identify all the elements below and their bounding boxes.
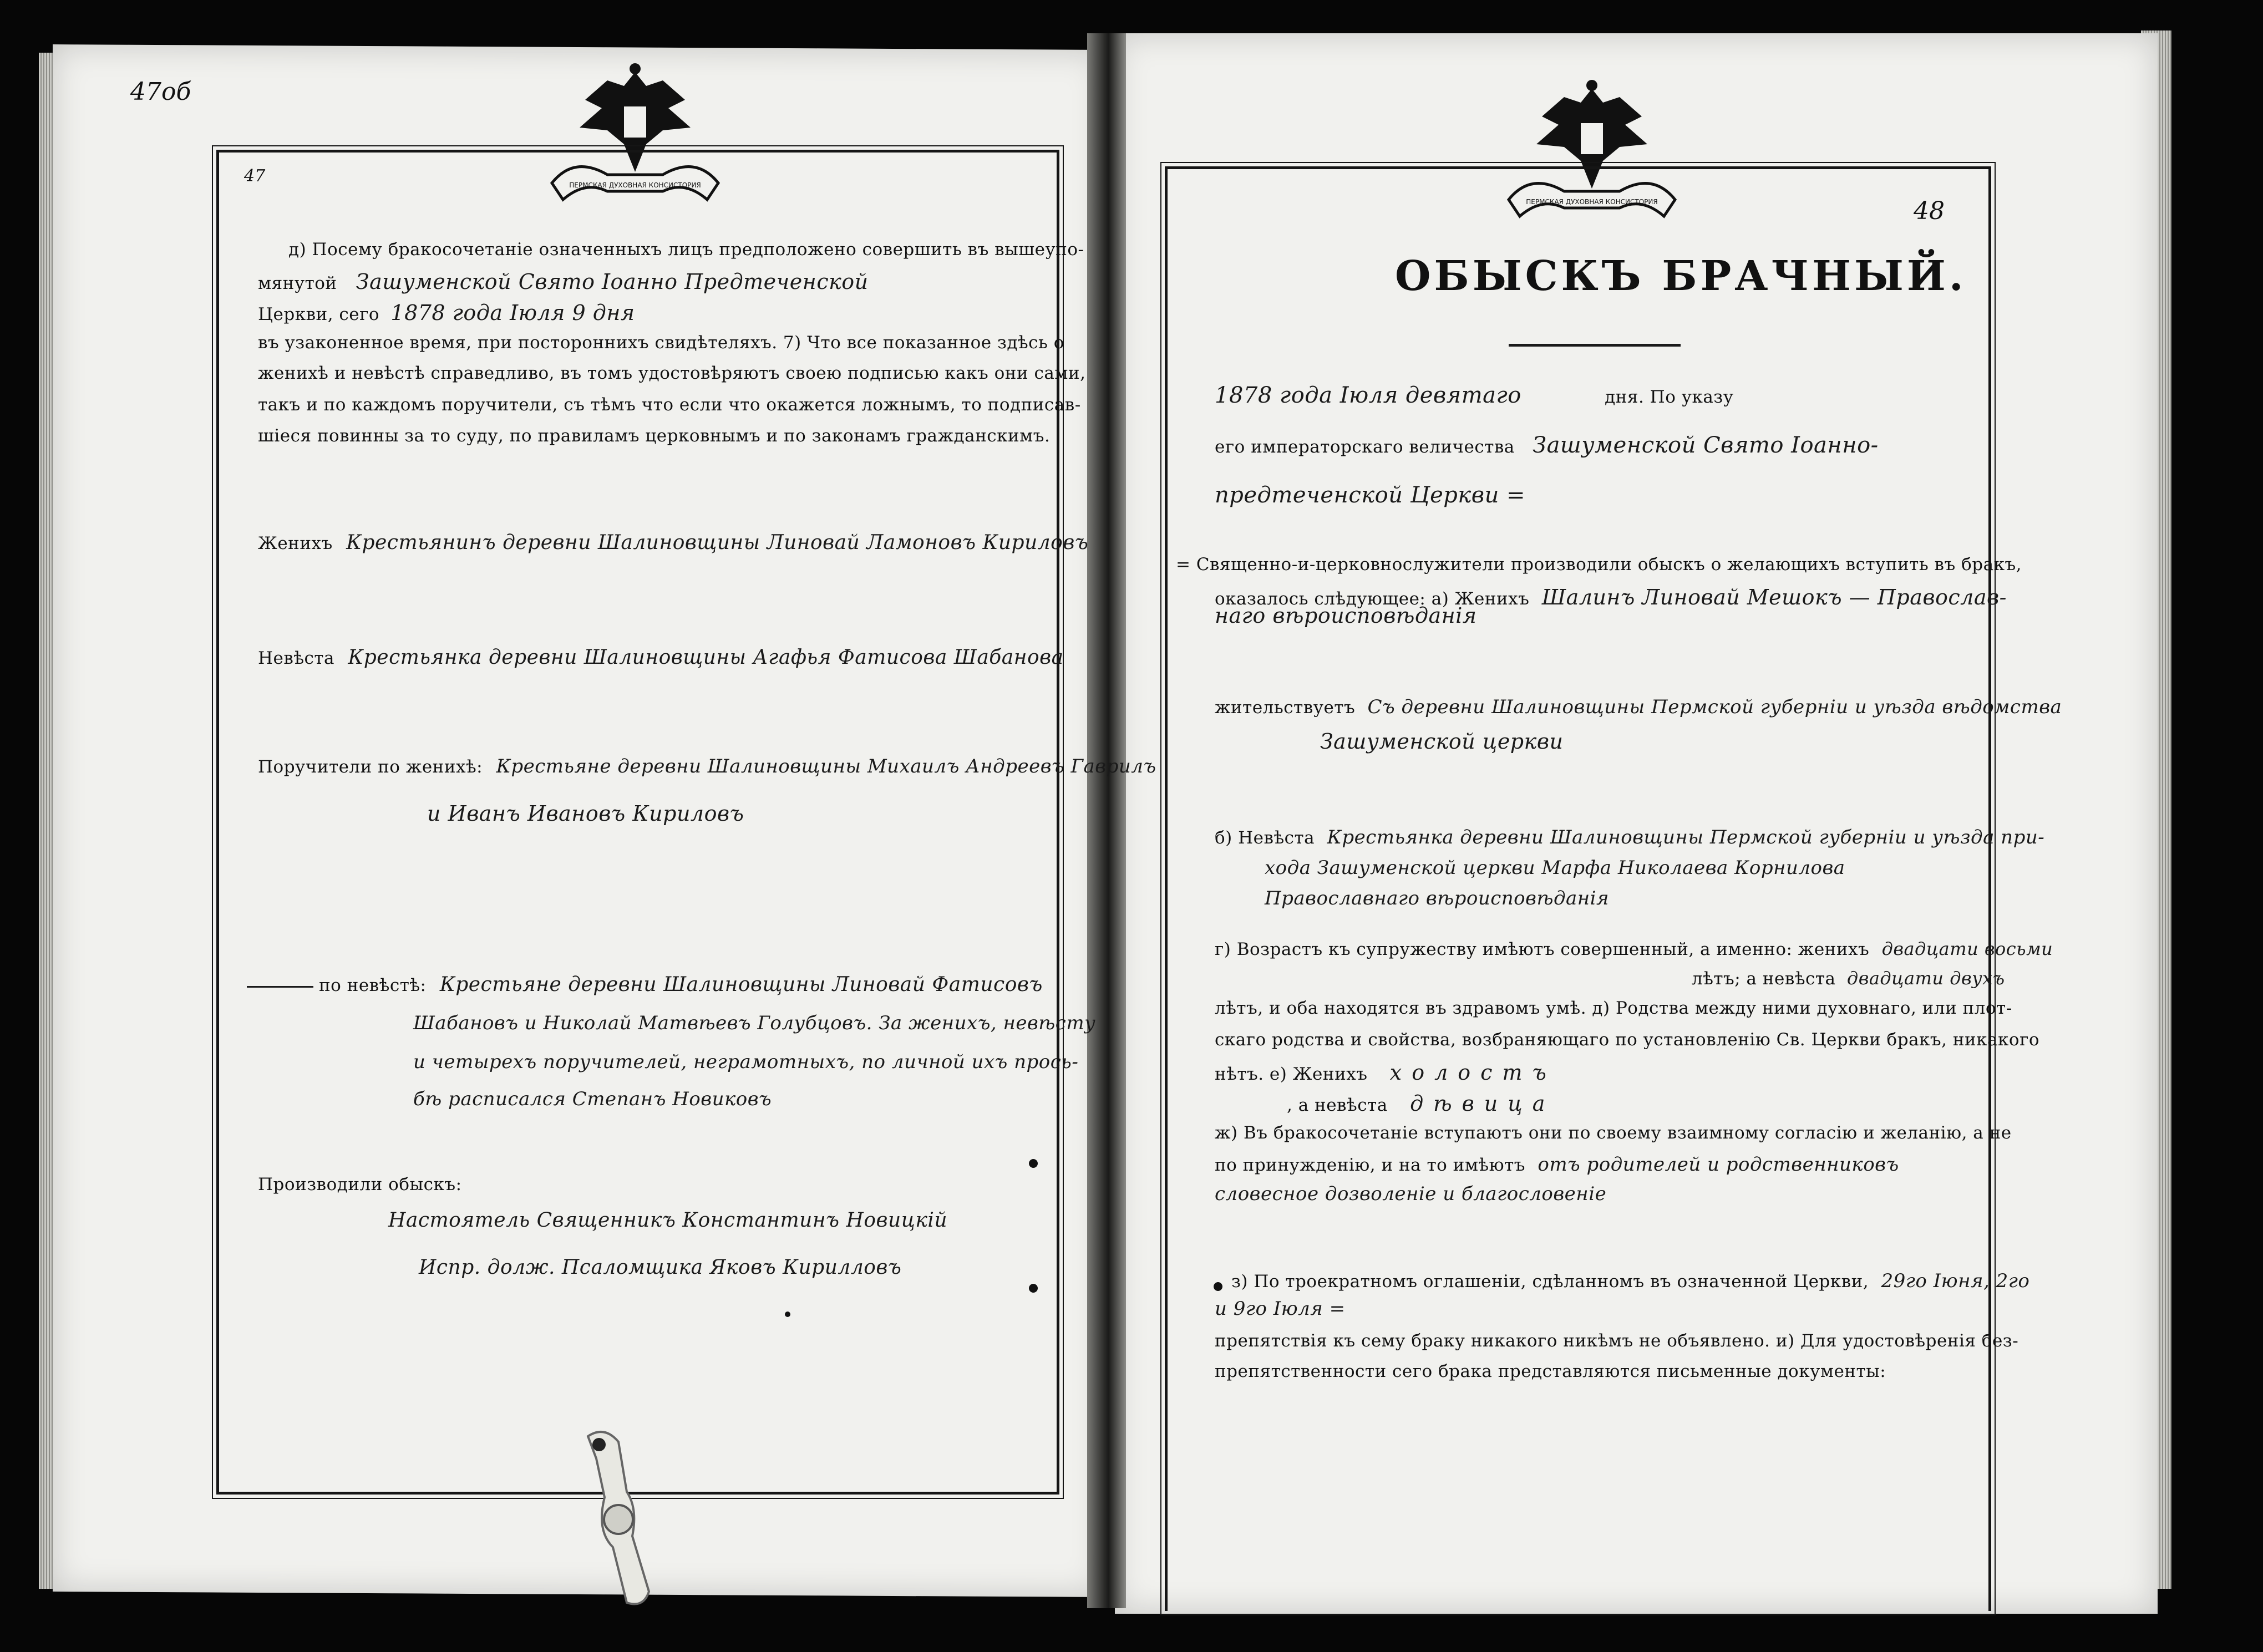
search-officiant-2: Испр. долж. Псаломщика Яковъ Кирилловъ <box>419 1256 902 1279</box>
bride-age-label: лѣтъ; а невѣста <box>1692 969 1836 989</box>
ink-dot <box>1029 1284 1038 1293</box>
bride-status-hand: дѣвица <box>1410 1091 1555 1116</box>
residence-hand: Съ деревни Шалиновщины Пермской губерніи и уѣзда вѣдомства <box>1367 696 2062 718</box>
groom-guarantors-value-2: и Иванъ Ивановъ Кириловъ <box>427 801 744 826</box>
right-line-18: ж) Въ бракосочетаніе вступаютъ они по своему взаимному согласію и желанію, а не <box>1215 1123 2012 1143</box>
bride-value: Крестьянка деревни Шалиновщины Агафья Фатисова Шабанова <box>348 646 1064 669</box>
search-label: Производили обыскъ: <box>258 1175 462 1194</box>
bride-guarantors-value-1: Крестьяне деревни Шалиновщины Линовай Фатисовъ <box>439 973 1043 996</box>
consent-label: по принужденію, и на то имѣютъ <box>1215 1155 1525 1175</box>
groom-guarantors-label: Поручители по женихѣ: <box>258 757 483 777</box>
church-name-hand: Зашуменской Свято Іоанно Предтеченской <box>356 270 869 294</box>
bride-row <box>258 646 1064 669</box>
right-line-9 <box>1215 826 2044 848</box>
right-line-14: лѣтъ, и оба находятся въ здравомъ умѣ. д) Родства между ними духовнаго, или плот- <box>1215 998 2012 1018</box>
groom-label: Женихъ <box>258 533 333 553</box>
age-label: г) Возрастъ къ супружеству имѣютъ совершенный, а именно: женихъ <box>1215 939 1870 959</box>
bride-guarantors-row <box>319 973 1043 996</box>
marriage-date-hand: 1878 года Іюля 9 дня <box>390 301 635 325</box>
groom-name-right-hand: Шалинъ Линовай Мешокъ — Православ- <box>1541 585 2007 609</box>
right-line-12 <box>1215 938 2053 959</box>
groom-age-hand: двадцати восьми <box>1881 938 2053 959</box>
search-date-hand: 1878 года Іюля девятаго <box>1215 383 1521 408</box>
book-clasp <box>566 1425 666 1614</box>
left-line-2 <box>258 270 869 294</box>
groom-guarantors-value-1: Крестьяне деревни Шалиновщины Михаилъ Андреевъ Гаврилъ <box>496 755 1156 777</box>
bride-guarantors-label: по невѣстѣ: <box>319 975 427 995</box>
document-title: ОБЫСКЪ БРАЧНЫЙ. <box>1395 252 1967 300</box>
ink-dot <box>785 1312 790 1317</box>
right-line-2-print: его императорскаго величества <box>1215 437 1515 457</box>
right-line-1 <box>1215 383 1733 408</box>
right-line-6: наго вѣроисповѣданія <box>1215 603 1477 628</box>
groom-status-label: нѣтъ. е) Женихъ <box>1215 1064 1368 1084</box>
right-line-8: Зашуменской церкви <box>1320 729 1564 754</box>
emblem-ribbon-text-right: ПЕРМСКАЯ ДУХОВНАЯ КОНСИСТОРИЯ <box>1526 198 1658 206</box>
emblem-ribbon-text-left: ПЕРМСКАЯ ДУХОВНАЯ КОНСИСТОРИЯ <box>569 181 701 189</box>
bride-info-hand-3: Православнаго вѣроисповѣданія <box>1265 887 1610 909</box>
right-line-2 <box>1215 433 1879 458</box>
right-line-15: скаго родства и свойства, возбраняющаго по установленію Св. Церкви бракъ, никакого <box>1215 1030 2039 1050</box>
right-line-17 <box>1287 1091 1555 1116</box>
ink-dot <box>1029 1159 1038 1168</box>
banns-label: з) По троекратномъ оглашеніи, сдѣланномъ въ означенной Церкви, <box>1231 1272 1869 1292</box>
bride-age-hand: двадцати двухъ <box>1846 968 2005 989</box>
left-line-3-print: Церкви, сего <box>258 304 380 324</box>
bride-guarantors-value-2: Шабановъ и Николай Матвѣевъ Голубцовъ. За женихъ, невѣсту <box>413 1012 1096 1034</box>
right-line-20: словесное дозволеніе и благословеніе <box>1215 1183 1607 1205</box>
consent-hand: отъ родителей и родственниковъ <box>1538 1153 1899 1176</box>
right-line-19 <box>1215 1153 1899 1176</box>
bride-status-label: , а невѣста <box>1287 1095 1388 1115</box>
right-line-7 <box>1215 696 2062 718</box>
search-officiant-1: Настоятель Священникъ Константинъ Новицкій <box>388 1209 948 1232</box>
book-gutter <box>1087 33 1126 1608</box>
right-line-4: = Священно-и-церковнослужители производили обыскъ о желающихъ вступить въ бракъ, <box>1176 555 2022 575</box>
right-line-1-print: дня. По указу <box>1605 387 1734 407</box>
left-line-1: д) Посему бракосочетаніе означенныхъ лицъ предположено совершить въ вышеупо- <box>288 240 1084 260</box>
left-page-number: 47об <box>130 78 191 106</box>
right-line-3: предтеченской Церкви = <box>1215 482 1526 508</box>
left-line-4: въ узаконенное время, при постороннихъ свидѣтеляхъ. 7) Что все показанное здѣсь о <box>258 333 1064 353</box>
groom-status-hand: холостъ <box>1389 1060 1556 1085</box>
groom-guarantors-row <box>258 755 1156 777</box>
groom-row <box>258 531 1088 554</box>
right-line-23: препятствія къ сему браку никакого никѣмъ не объявлено. и) Для удостовѣренія без- <box>1215 1331 2019 1351</box>
right-page-number: 48 <box>1914 197 1945 225</box>
bride-info-hand-1: Крестьянка деревни Шалиновщины Пермской губерніи и уѣзда при- <box>1327 826 2045 848</box>
left-line-5: женихѣ и невѣстѣ справедливо, въ томъ удостовѣряютъ своею подписью какъ они сами, <box>258 363 1086 383</box>
bride-label: Невѣста <box>258 648 335 668</box>
right-line-24: препятственности сего брака представляются письменные документы: <box>1215 1361 1886 1381</box>
ink-dot <box>1214 1282 1222 1291</box>
right-line-21 <box>1231 1270 2029 1292</box>
left-line-2-print: мянутой <box>258 273 337 293</box>
left-line-3 <box>258 301 635 325</box>
right-line-16 <box>1215 1060 1556 1085</box>
left-page-small-mark: 47 <box>244 166 266 186</box>
right-line-22: и 9го Іюля = <box>1215 1298 1346 1320</box>
groom-value: Крестьянинъ деревни Шалиновщины Линовай Ламоновъ Кириловъ <box>346 531 1089 554</box>
bride-info-hand-2: хода Зашуменской церкви Марфа Николаева Корнилова <box>1265 857 1845 879</box>
church-name-right-hand: Зашуменской Свято Іоанно- <box>1533 433 1879 458</box>
left-line-7: шіеся повинны за то суду, по правиламъ церковнымъ и по законамъ гражданскимъ. <box>258 426 1051 446</box>
title-ornament <box>1509 344 1681 347</box>
residence-label: жительствуетъ <box>1215 698 1356 718</box>
bride-guarantors-value-3: и четырехъ поручителей, неграмотныхъ, по личной ихъ прось- <box>413 1051 1079 1073</box>
left-line-6: такъ и по каждомъ поручители, съ тѣмъ что если что окажется ложнымъ, то подписав- <box>258 395 1081 415</box>
right-line-5-print: оказалось слѣдующее: а) Женихъ <box>1215 589 1530 609</box>
right-line-13 <box>1692 968 2005 989</box>
bride-guarantors-rule <box>247 986 313 988</box>
banns-dates-hand: 29го Іюня, 2го <box>1881 1270 2030 1292</box>
bride-guarantors-value-4: бѣ расписался Степанъ Новиковъ <box>413 1088 772 1110</box>
bride-label-right: б) Невѣста <box>1215 828 1315 848</box>
